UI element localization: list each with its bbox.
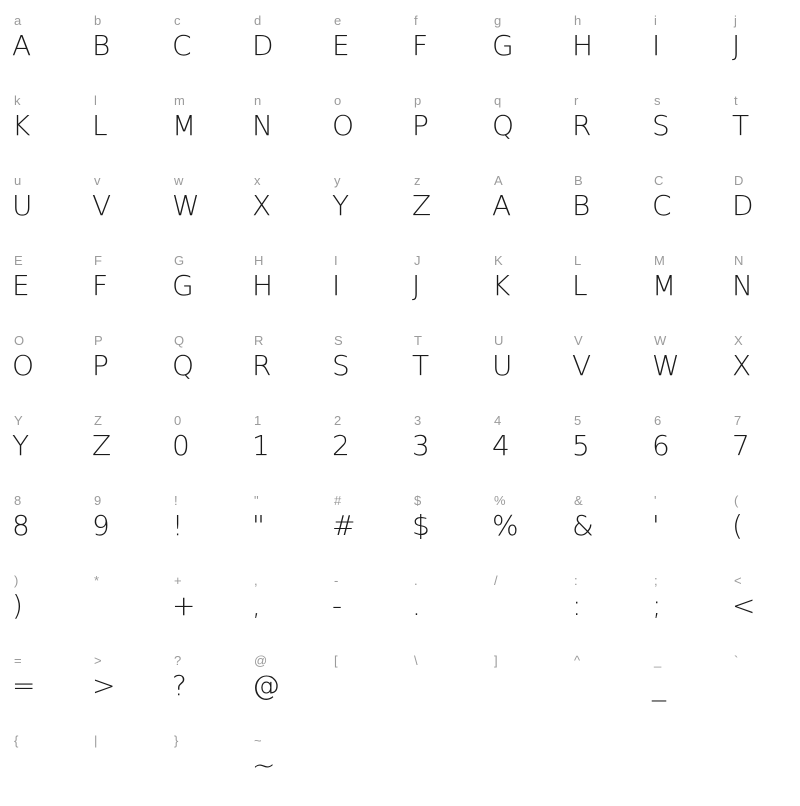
glyph-cell[interactable] xyxy=(728,166,800,246)
glyph-cell[interactable] xyxy=(168,486,248,566)
glyph-sample: 9 xyxy=(92,509,110,542)
glyph-sample: S xyxy=(652,109,670,142)
glyph-code-label: R xyxy=(254,333,264,348)
glyph-sample: M xyxy=(172,109,197,142)
glyph-sample: ! xyxy=(172,509,184,542)
glyph-cell[interactable] xyxy=(248,486,328,566)
glyph-code-label: l xyxy=(94,93,97,108)
glyph-cell[interactable] xyxy=(248,86,328,166)
glyph-code-label: C xyxy=(654,173,664,188)
glyph-sample: Y xyxy=(12,429,30,462)
glyph-code-label: 1 xyxy=(254,413,262,428)
glyph-cell[interactable] xyxy=(8,486,88,566)
glyph-cell[interactable] xyxy=(8,166,88,246)
glyph-cell[interactable] xyxy=(488,246,568,326)
glyph-sample: < xyxy=(732,589,756,622)
glyph-cell[interactable] xyxy=(8,406,88,486)
glyph-cell[interactable] xyxy=(8,726,88,806)
glyph-sample: J xyxy=(412,269,421,302)
glyph-sample: 7 xyxy=(732,429,750,462)
glyph-cell[interactable] xyxy=(568,646,648,726)
glyph-code-label: > xyxy=(94,653,102,668)
glyph-cell[interactable] xyxy=(8,646,88,726)
glyph-cell[interactable] xyxy=(568,406,648,486)
glyph-cell[interactable] xyxy=(648,566,728,646)
glyph-cell[interactable] xyxy=(568,726,648,806)
glyph-sample: Z xyxy=(92,429,112,462)
glyph-code-label: b xyxy=(94,13,102,28)
glyph-code-label: . xyxy=(414,573,418,588)
glyph-cell[interactable] xyxy=(728,246,800,326)
glyph-code-label: f xyxy=(414,13,418,28)
glyph-cell[interactable] xyxy=(328,86,408,166)
glyph-code-label: ? xyxy=(174,653,182,668)
glyph-code-label: M xyxy=(654,253,665,268)
glyph-sample: Q xyxy=(172,349,195,382)
glyph-code-label: S xyxy=(334,333,343,348)
glyph-cell[interactable] xyxy=(88,86,168,166)
glyph-code-label: $ xyxy=(414,493,422,508)
glyph-cell[interactable] xyxy=(248,406,328,486)
glyph-code-label: v xyxy=(94,173,101,188)
glyph-code-label: [ xyxy=(334,653,338,668)
glyph-cell[interactable] xyxy=(8,246,88,326)
glyph-cell[interactable] xyxy=(488,486,568,566)
glyph-sample: H xyxy=(572,29,594,62)
glyph-code-label: X xyxy=(734,333,743,348)
glyph-sample: P xyxy=(412,109,429,142)
glyph-code-label: c xyxy=(174,13,181,28)
glyph-code-label: w xyxy=(174,173,184,188)
glyph-cell[interactable] xyxy=(488,646,568,726)
glyph-sample: _ xyxy=(652,669,666,702)
glyph-code-label: V xyxy=(574,333,583,348)
glyph-sample: I xyxy=(332,269,341,302)
glyph-code-label: Q xyxy=(174,333,185,348)
glyph-cell[interactable] xyxy=(648,646,728,726)
glyph-code-label: i xyxy=(654,13,657,28)
glyph-code-label: 8 xyxy=(14,493,22,508)
glyph-code-label: Y xyxy=(14,413,23,428)
glyph-sample: Z xyxy=(412,189,432,222)
glyph-sample: V xyxy=(572,349,592,382)
glyph-sample: K xyxy=(492,269,511,302)
glyph-cell[interactable] xyxy=(328,326,408,406)
glyph-cell[interactable] xyxy=(168,6,248,86)
glyph-sample: ? xyxy=(172,669,187,702)
glyph-code-label: E xyxy=(14,253,23,268)
glyph-cell[interactable] xyxy=(728,566,800,646)
glyph-sample: R xyxy=(252,349,272,382)
glyph-code-label: F xyxy=(94,253,102,268)
glyph-cell[interactable] xyxy=(648,406,728,486)
glyph-sample: X xyxy=(252,189,272,222)
glyph-sample: = xyxy=(12,669,36,702)
glyph-code-label: \ xyxy=(414,653,418,668)
glyph-code-label: 6 xyxy=(654,413,662,428)
glyph-cell[interactable] xyxy=(88,406,168,486)
glyph-cell[interactable] xyxy=(88,486,168,566)
glyph-code-label: t xyxy=(734,93,738,108)
glyph-sample: O xyxy=(12,349,35,382)
glyph-code-label: p xyxy=(414,93,422,108)
glyph-code-label: ; xyxy=(654,573,658,588)
glyph-sample: E xyxy=(332,29,350,62)
glyph-cell[interactable] xyxy=(8,6,88,86)
glyph-cell[interactable] xyxy=(408,166,488,246)
glyph-sample: 4 xyxy=(492,429,510,462)
glyph-sample: A xyxy=(492,189,512,222)
glyph-cell[interactable] xyxy=(88,326,168,406)
glyph-code-label: B xyxy=(574,173,583,188)
glyph-sample: 6 xyxy=(652,429,670,462)
glyph-sample: @ xyxy=(252,669,280,702)
glyph-sample: . xyxy=(412,589,421,622)
glyph-cell[interactable] xyxy=(488,406,568,486)
glyph-code-label: K xyxy=(494,253,503,268)
glyph-cell[interactable] xyxy=(168,326,248,406)
glyph-cell[interactable] xyxy=(408,246,488,326)
glyph-code-label: m xyxy=(174,93,185,108)
glyph-cell[interactable] xyxy=(88,646,168,726)
glyph-code-label: % xyxy=(494,493,506,508)
glyph-cell[interactable] xyxy=(648,86,728,166)
glyph-cell[interactable] xyxy=(248,726,328,806)
glyph-cell[interactable] xyxy=(168,726,248,806)
glyph-sample: B xyxy=(572,189,591,222)
glyph-code-label: ] xyxy=(494,653,498,668)
glyph-cell[interactable] xyxy=(408,566,488,646)
glyph-sample: 3 xyxy=(412,429,430,462)
glyph-sample: N xyxy=(252,109,273,142)
glyph-code-label: J xyxy=(414,253,421,268)
glyph-sample: " xyxy=(252,509,265,542)
glyph-sample: G xyxy=(172,269,194,302)
glyph-cell[interactable] xyxy=(328,726,408,806)
glyph-cell[interactable] xyxy=(8,86,88,166)
glyph-cell[interactable] xyxy=(328,406,408,486)
glyph-sample: G xyxy=(492,29,514,62)
glyph-sample: ~ xyxy=(252,749,276,782)
glyph-sample: U xyxy=(12,189,33,222)
glyph-cell[interactable] xyxy=(488,86,568,166)
glyph-sample: $ xyxy=(412,509,430,542)
glyph-cell[interactable] xyxy=(568,166,648,246)
glyph-cell[interactable] xyxy=(728,326,800,406)
glyph-code-label: x xyxy=(254,173,261,188)
glyph-sample: , xyxy=(252,589,261,622)
glyph-cell[interactable] xyxy=(728,646,800,726)
glyph-sample: F xyxy=(92,269,109,302)
glyph-sample: U xyxy=(492,349,513,382)
glyph-cell[interactable] xyxy=(488,166,568,246)
glyph-cell[interactable] xyxy=(408,86,488,166)
glyph-cell[interactable] xyxy=(168,646,248,726)
glyph-code-label: H xyxy=(254,253,264,268)
glyph-cell[interactable] xyxy=(408,406,488,486)
glyph-sample: 0 xyxy=(172,429,190,462)
glyph-cell[interactable] xyxy=(168,406,248,486)
glyph-code-label: r xyxy=(574,93,579,108)
glyph-sample: 1 xyxy=(252,429,270,462)
glyph-cell[interactable] xyxy=(248,246,328,326)
glyph-sample: T xyxy=(732,109,750,142)
glyph-cell[interactable] xyxy=(328,6,408,86)
glyph-sample: % xyxy=(492,509,519,542)
glyph-code-label: N xyxy=(734,253,744,268)
glyph-code-label: P xyxy=(94,333,103,348)
glyph-code-label: " xyxy=(254,493,259,508)
glyph-cell[interactable] xyxy=(88,566,168,646)
glyph-code-label: @ xyxy=(254,653,268,668)
glyph-code-label: L xyxy=(574,253,582,268)
glyph-cell[interactable] xyxy=(328,566,408,646)
glyph-sample: T xyxy=(412,349,430,382)
glyph-sample: X xyxy=(732,349,752,382)
glyph-code-label: : xyxy=(574,573,578,588)
glyph-code-label: # xyxy=(334,493,342,508)
glyph-sample: S xyxy=(332,349,350,382)
glyph-sample: N xyxy=(732,269,753,302)
glyph-code-label: ~ xyxy=(254,733,262,748)
glyph-code-label: z xyxy=(414,173,421,188)
glyph-sample: P xyxy=(92,349,109,382)
glyph-cell[interactable] xyxy=(88,246,168,326)
glyph-sample: D xyxy=(252,29,274,62)
glyph-cell[interactable] xyxy=(488,6,568,86)
glyph-code-label: { xyxy=(14,733,19,748)
glyph-code-label: q xyxy=(494,93,502,108)
glyph-cell[interactable] xyxy=(328,646,408,726)
glyph-code-label: 7 xyxy=(734,413,742,428)
glyph-sample: I xyxy=(652,29,661,62)
glyph-cell[interactable] xyxy=(728,86,800,166)
glyph-code-label: 2 xyxy=(334,413,342,428)
glyph-sample: C xyxy=(652,189,672,222)
glyph-code-label: n xyxy=(254,93,262,108)
glyph-cell[interactable] xyxy=(728,486,800,566)
glyph-code-label: s xyxy=(654,93,661,108)
glyph-sample: Q xyxy=(492,109,515,142)
glyph-cell[interactable] xyxy=(648,326,728,406)
glyph-sample: R xyxy=(572,109,592,142)
glyph-code-label: D xyxy=(734,173,744,188)
glyph-cell[interactable] xyxy=(568,6,648,86)
glyph-code-label: d xyxy=(254,13,262,28)
glyph-cell[interactable] xyxy=(488,566,568,646)
glyph-cell[interactable] xyxy=(8,566,88,646)
glyph-sample: ) xyxy=(12,589,23,622)
glyph-sample: - xyxy=(332,589,343,622)
glyph-cell[interactable] xyxy=(728,406,800,486)
glyph-sample: 5 xyxy=(572,429,590,462)
glyph-cell[interactable] xyxy=(728,6,800,86)
glyph-sample: D xyxy=(732,189,754,222)
glyph-cell[interactable] xyxy=(88,726,168,806)
glyph-sample: W xyxy=(172,189,200,222)
glyph-cell[interactable] xyxy=(168,566,248,646)
glyph-cell[interactable] xyxy=(568,326,648,406)
glyph-code-label: I xyxy=(334,253,338,268)
glyph-sample: W xyxy=(652,349,680,382)
glyph-cell[interactable] xyxy=(648,6,728,86)
glyph-code-label: 3 xyxy=(414,413,422,428)
glyph-code-label: - xyxy=(334,573,339,588)
glyph-sample: O xyxy=(332,109,355,142)
glyph-sample: C xyxy=(172,29,192,62)
glyph-sample: Y xyxy=(332,189,350,222)
glyph-cell[interactable] xyxy=(248,566,328,646)
glyph-code-label: 9 xyxy=(94,493,102,508)
glyph-cell[interactable] xyxy=(408,326,488,406)
glyph-code-label: < xyxy=(734,573,742,588)
glyph-cell[interactable] xyxy=(168,86,248,166)
glyph-code-label: / xyxy=(494,573,498,588)
glyph-code-label: g xyxy=(494,13,502,28)
glyph-code-label: | xyxy=(94,733,98,748)
glyph-cell[interactable] xyxy=(648,246,728,326)
glyph-code-label: Z xyxy=(94,413,102,428)
glyph-code-label: ) xyxy=(14,573,19,588)
glyph-code-label: + xyxy=(174,573,182,588)
glyph-cell[interactable] xyxy=(88,166,168,246)
glyph-code-label: 4 xyxy=(494,413,502,428)
glyph-cell[interactable] xyxy=(248,6,328,86)
glyph-code-label: T xyxy=(414,333,422,348)
glyph-code-label: } xyxy=(174,733,179,748)
glyph-sample: A xyxy=(12,29,32,62)
glyph-cell[interactable] xyxy=(328,246,408,326)
glyph-cell[interactable] xyxy=(168,246,248,326)
glyph-cell[interactable] xyxy=(88,6,168,86)
glyph-sample: # xyxy=(332,509,356,542)
glyph-code-label: * xyxy=(94,573,100,588)
glyph-cell[interactable] xyxy=(408,486,488,566)
glyph-code-label: O xyxy=(14,333,25,348)
glyph-sample: : xyxy=(572,589,582,622)
glyph-code-label: A xyxy=(494,173,503,188)
glyph-code-label: y xyxy=(334,173,341,188)
glyph-sample: 2 xyxy=(332,429,350,462)
glyph-code-label: U xyxy=(494,333,504,348)
glyph-cell[interactable] xyxy=(488,726,568,806)
glyph-code-label: ^ xyxy=(574,653,581,668)
glyph-code-label: ` xyxy=(734,653,739,668)
glyph-code-label: ! xyxy=(174,493,178,508)
glyph-code-label: 5 xyxy=(574,413,582,428)
glyph-sample: H xyxy=(252,269,274,302)
glyph-cell[interactable] xyxy=(488,326,568,406)
glyph-sample: V xyxy=(92,189,112,222)
glyph-code-label: j xyxy=(734,13,737,28)
glyph-cell[interactable] xyxy=(648,486,728,566)
glyph-cell[interactable] xyxy=(648,726,728,806)
glyph-cell[interactable] xyxy=(248,326,328,406)
glyph-cell[interactable] xyxy=(648,166,728,246)
glyph-cell[interactable] xyxy=(328,486,408,566)
glyph-cell[interactable] xyxy=(168,166,248,246)
glyph-sample: ' xyxy=(652,509,660,542)
glyph-cell[interactable] xyxy=(728,726,800,806)
glyph-code-label: h xyxy=(574,13,582,28)
glyph-cell[interactable] xyxy=(408,726,488,806)
glyph-cell[interactable] xyxy=(568,566,648,646)
glyph-code-label: = xyxy=(14,653,22,668)
glyph-code-label: _ xyxy=(654,653,662,668)
glyph-sample: ; xyxy=(652,589,662,622)
glyph-code-label: 0 xyxy=(174,413,182,428)
glyph-cell[interactable] xyxy=(568,486,648,566)
glyph-sample: + xyxy=(172,589,196,622)
glyph-code-label: G xyxy=(174,253,185,268)
glyph-code-label: u xyxy=(14,173,22,188)
glyph-sample: & xyxy=(572,509,594,542)
glyph-code-label: , xyxy=(254,573,258,588)
glyph-code-label: k xyxy=(14,93,21,108)
glyph-code-label: W xyxy=(654,333,667,348)
glyph-cell[interactable] xyxy=(328,166,408,246)
glyph-code-label: ' xyxy=(654,493,657,508)
glyph-cell[interactable] xyxy=(568,246,648,326)
glyph-code-label: e xyxy=(334,13,342,28)
glyph-cell[interactable] xyxy=(248,646,328,726)
glyph-cell[interactable] xyxy=(408,6,488,86)
glyph-sample: K xyxy=(12,109,31,142)
glyph-code-label: a xyxy=(14,13,22,28)
glyph-cell[interactable] xyxy=(568,86,648,166)
glyph-cell[interactable] xyxy=(248,166,328,246)
glyph-sample: M xyxy=(652,269,677,302)
glyph-sample: ( xyxy=(732,509,743,542)
glyph-code-label: o xyxy=(334,93,342,108)
glyph-sample: L xyxy=(92,109,108,142)
glyph-sample: F xyxy=(412,29,429,62)
glyph-sample: > xyxy=(92,669,116,702)
glyph-cell[interactable] xyxy=(408,646,488,726)
glyph-code-label: & xyxy=(574,493,583,508)
glyph-sample: 8 xyxy=(12,509,30,542)
glyph-sample: J xyxy=(732,29,741,62)
glyph-sample: B xyxy=(92,29,111,62)
glyph-sample: L xyxy=(572,269,588,302)
glyph-code-label: ( xyxy=(734,493,739,508)
glyph-sample: E xyxy=(12,269,30,302)
glyph-cell[interactable] xyxy=(8,326,88,406)
